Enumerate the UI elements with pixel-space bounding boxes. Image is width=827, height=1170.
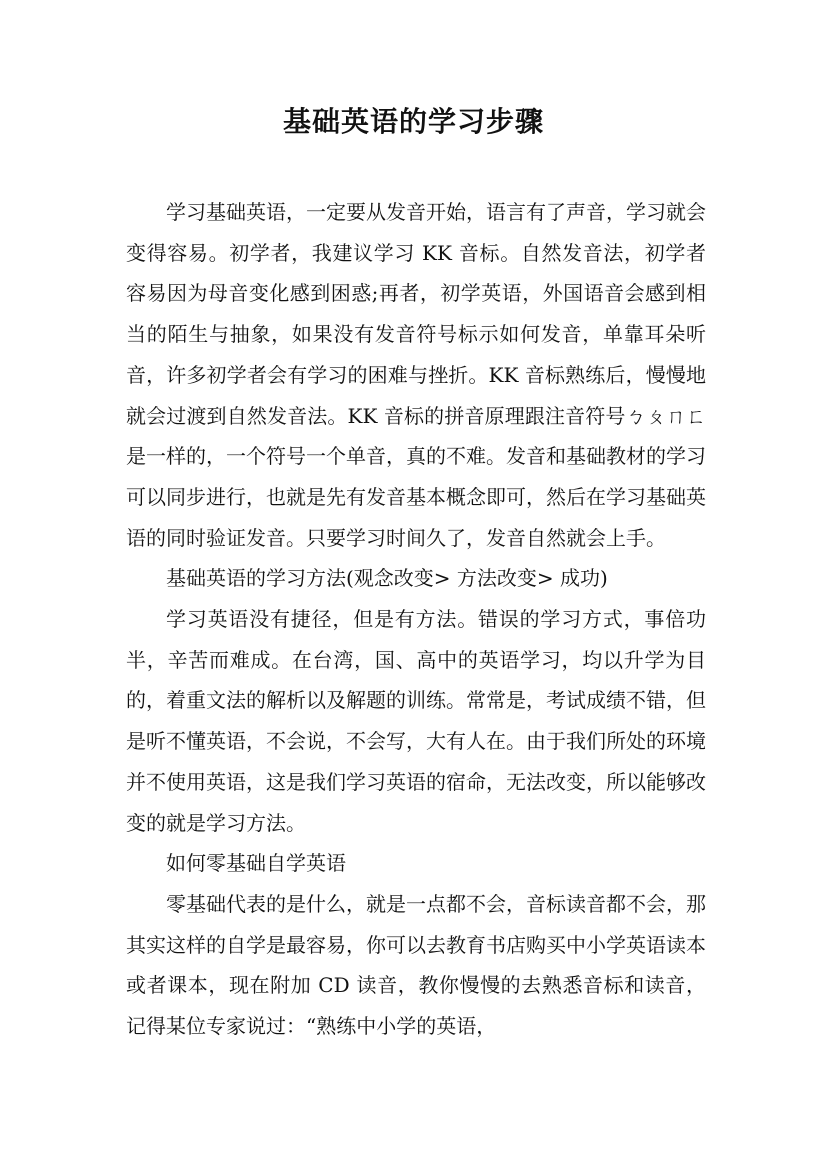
document-title: 基础英语的学习步骤 [282,105,544,138]
paragraph-zero-basis-heading: 如何零基础自学英语 [166,851,346,876]
paragraph-methods-heading: 基础英语的学习方法(观念改变> 方法改变> 成功) [166,566,608,591]
paragraph-zero-basis: 零基础代表的是什么，就是一点都不会，音标读音都不会，那其实这样的自学是最容易，你可以去教育书店购买中小学英语读本或者课本，现在附加 CD 读音，教你慢慢的去熟悉音标和读音，记得某位专家说过：“熟练中小学的英语， [126,891,706,1039]
paragraph-pronunciation: 学习基础英语，一定要从发音开始，语言有了声音，学习就会变得容易。初学者，我建议学习 KK 音标。自然发音法，初学者容易因为母音变化感到困惑;再者，初学英语，外国语音会感到相当的陌生与抽象，如果没有发音符号标示如何发音，单靠耳朵听音，许多初学者会有学习的困难与挫折。KK 音标熟练后，慢慢地就会过渡到自然发音法。KK 音标的拼音原理跟注音符号ㄅㄆㄇㄈ是一样的，一个符号一个单音，真的不难。发音和基础教材的学习可以同步进行，也就是先有发音基本概念即可，然后在学习基础英语的同时验证发音。只要学习时间久了，发音自然就会上手。 [126,200,706,550]
document-body [126,192,706,1047]
paragraph-methods: 学习英语没有捷径，但是有方法。错误的学习方式，事倍功半，辛苦而难成。在台湾，国、高中的英语学习，均以升学为目的，着重文法的解析以及解题的训练。常常是，考试成绩不错，但是听不懂英语，不会说，不会写，大有人在。由于我们所处的环境并不使用英语，这是我们学习英语的宿命，无法改变，所以能够改变的就是学习方法。 [126,607,706,835]
